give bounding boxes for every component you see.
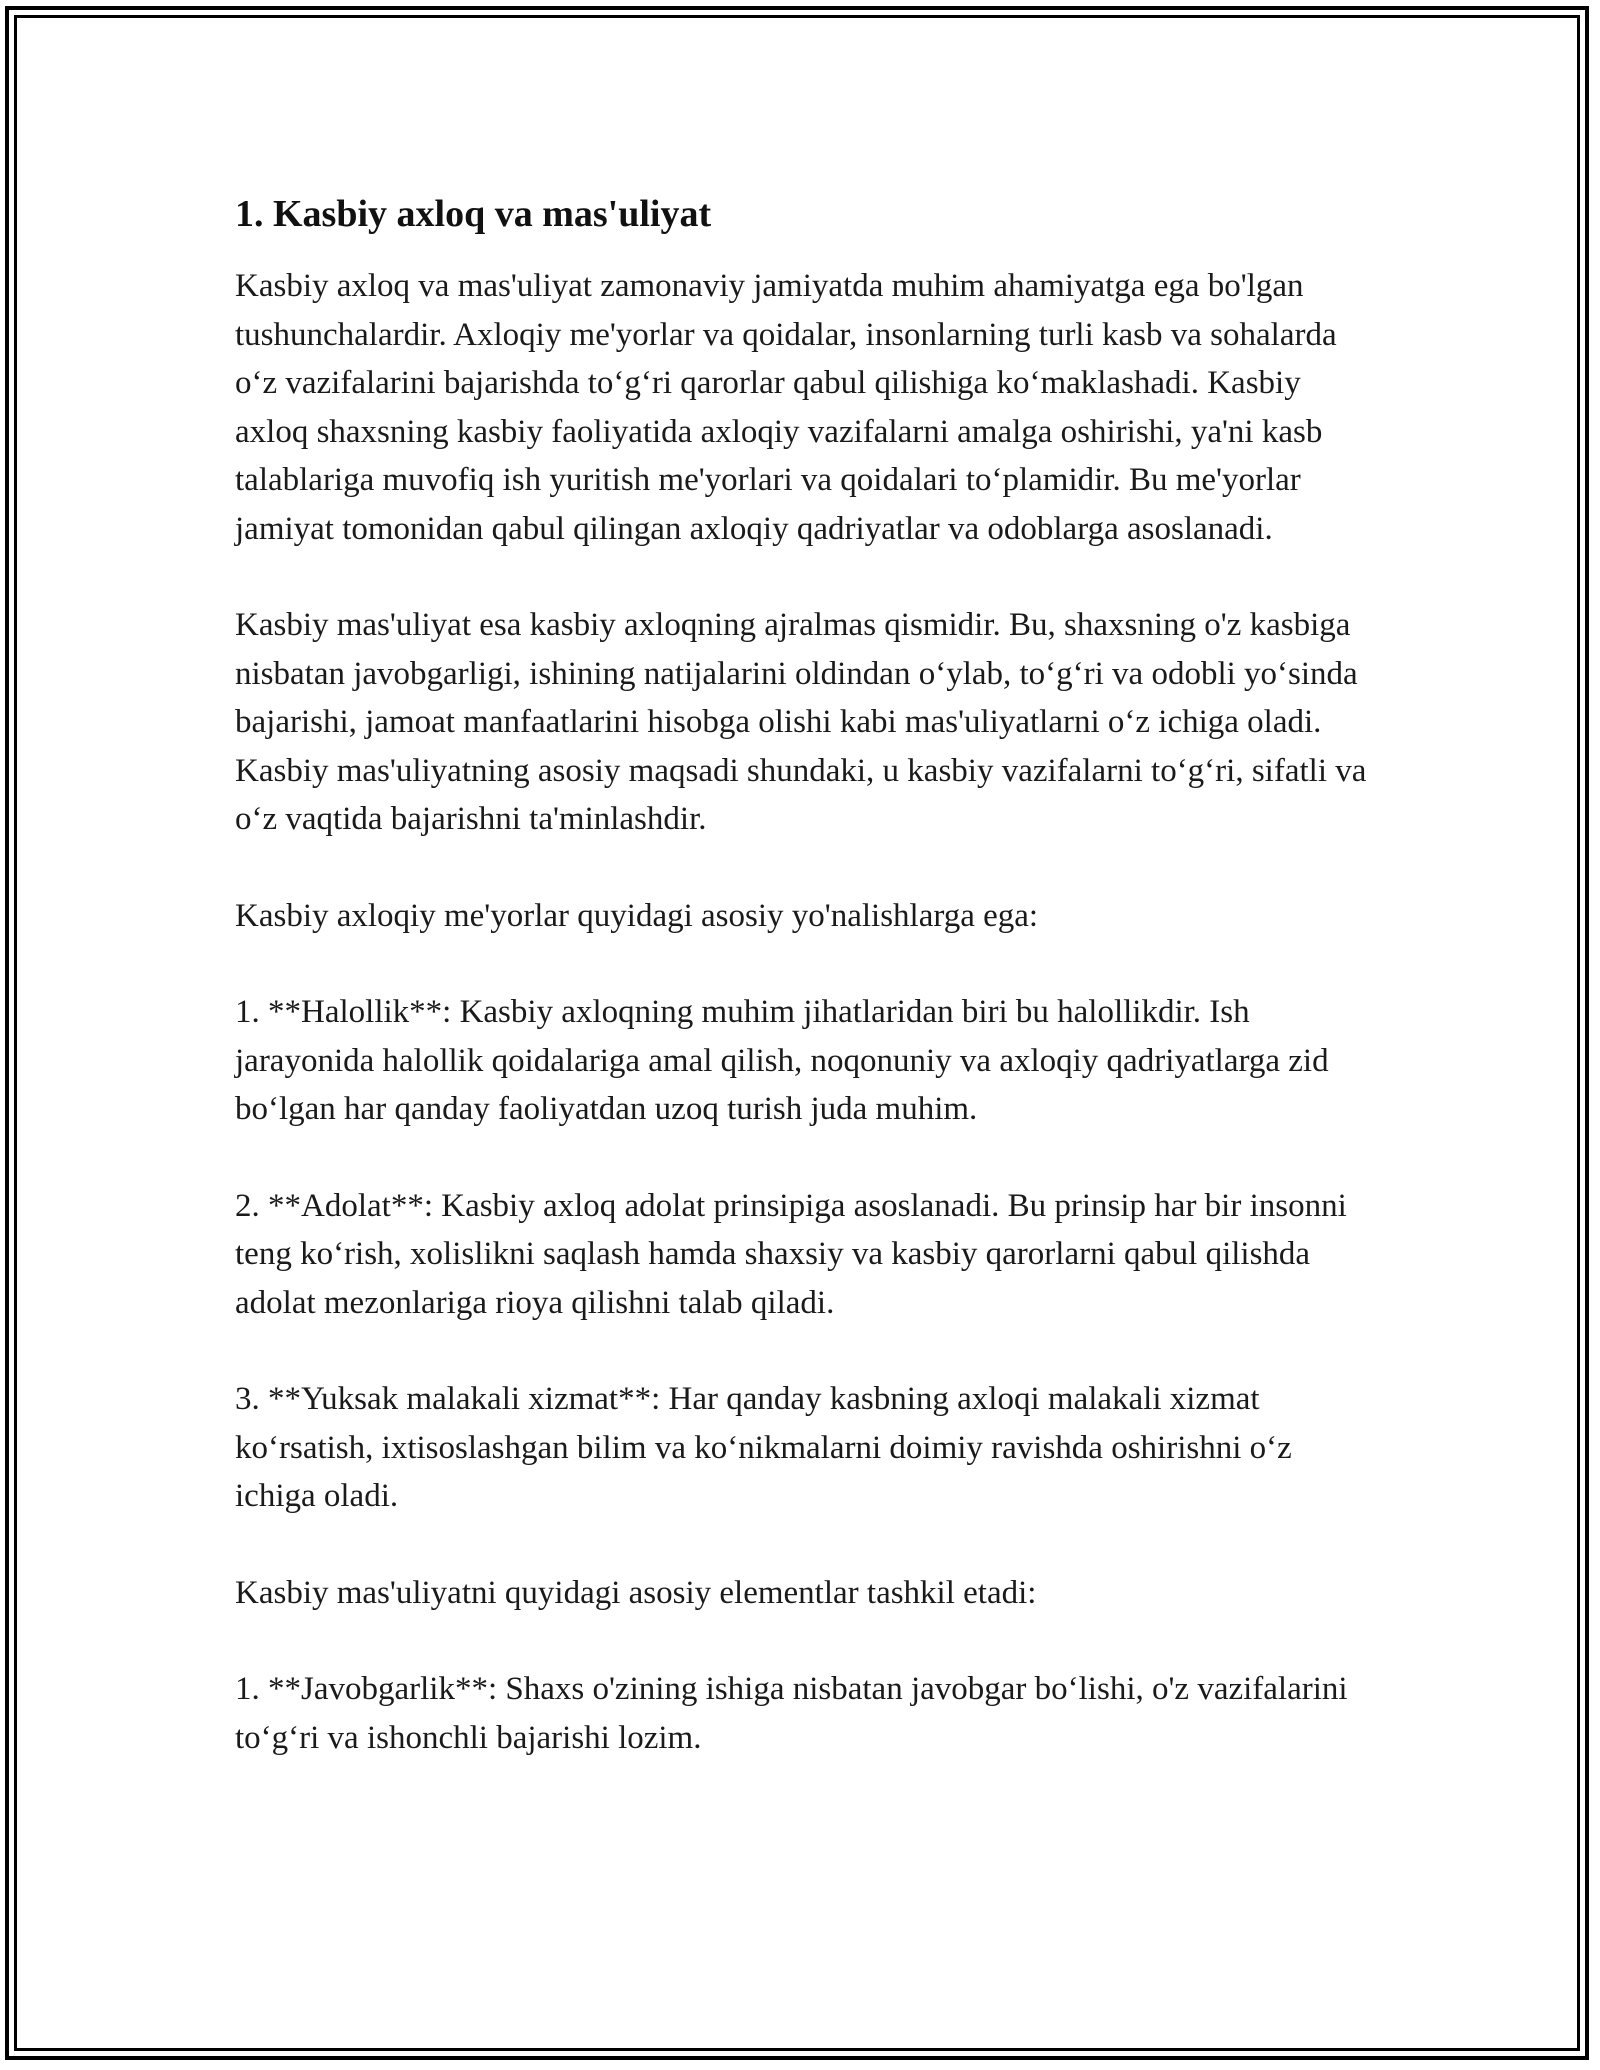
list-item-honesty: 1. **Halollik**: Kasbiy axloqning muhim jihatlaridan biri bu halollikdir. Ish jarayonida halollik qoidalariga amal qilish, noqonuniy va axloqiy qadriyatlarga zid bo‘lgan har qanday faoliyatdan uzoq turish juda muhim. bbox=[235, 994, 1329, 1127]
paragraph-elements-heading: Kasbiy mas'uliyatni quyidagi asosiy elementlar tashkil etadi: bbox=[235, 1574, 1037, 1611]
paragraph-responsibility: Kasbiy mas'uliyat esa kasbiy axloqning ajralmas qismidir. Bu, shaxsning o'z kasbiga nisbatan javobgarligi, ishining natijalarini oldindan o‘ylab, to‘g‘ri va odobli yo‘sinda bajarishi, jamoat manfaatlarini hisobga olishi kabi mas'uliyatlarni o‘z ichiga oladi. Kasbiy mas'uliyatning asosiy maqsadi shundaki, u kasbiy vazifalarni to‘g‘ri, sifatli va o‘z vaqtida bajarishni ta'minlashdir. bbox=[235, 607, 1367, 837]
document-body bbox=[235, 190, 1375, 1810]
list-item-accountability: 1. **Javobgarlik**: Shaxs o'zining ishiga nisbatan javobgar bo‘lishi, o'z vazifalarini to‘g‘ri va ishonchli bajarishi lozim. bbox=[235, 1671, 1348, 1756]
document-title: 1. Kasbiy axloq va mas'uliyat bbox=[235, 193, 712, 235]
list-item-justice: 2. **Adolat**: Kasbiy axloq adolat prinsipiga asoslanadi. Bu prinsip har bir insonni teng ko‘rish, xolislikni saqlash hamda shaxsiy va kasbiy qarorlarni qabul qilishda adolat mezonlariga rioya qilishni talab qiladi. bbox=[235, 1187, 1347, 1321]
paragraph-intro: Kasbiy axloq va mas'uliyat zamonaviy jamiyatda muhim ahamiyatga ega bo'lgan tushunchalardir. Axloqiy me'yorlar va qoidalar, insonlarning turli kasb va sohalarda o‘z vazifalarini bajarishda to‘g‘ri qarorlar qabul qilishiga ko‘maklashadi. Kasbiy axloq shaxsning kasbiy faoliyatida axloqiy vazifalarni amalga oshirishi, ya'ni kasb talablariga muvofiq ish yuritish me'yorlari va qoidalari to‘plamidir. Bu me'yorlar jamiyat tomonidan qabul qilingan axloqiy qadriyatlar va odoblarga asoslanadi. bbox=[235, 268, 1337, 547]
list-item-qualified-service: 3. **Yuksak malakali xizmat**: Har qanday kasbning axloqi malakali xizmat ko‘rsatish, ixtisoslashgan bilim va ko‘nikmalarni doimiy ravishda oshirishni o‘z ichiga oladi. bbox=[235, 1381, 1292, 1514]
paragraph-norms-heading: Kasbiy axloqiy me'yorlar quyidagi asosiy yo'nalishlarga ega: bbox=[235, 897, 1039, 934]
